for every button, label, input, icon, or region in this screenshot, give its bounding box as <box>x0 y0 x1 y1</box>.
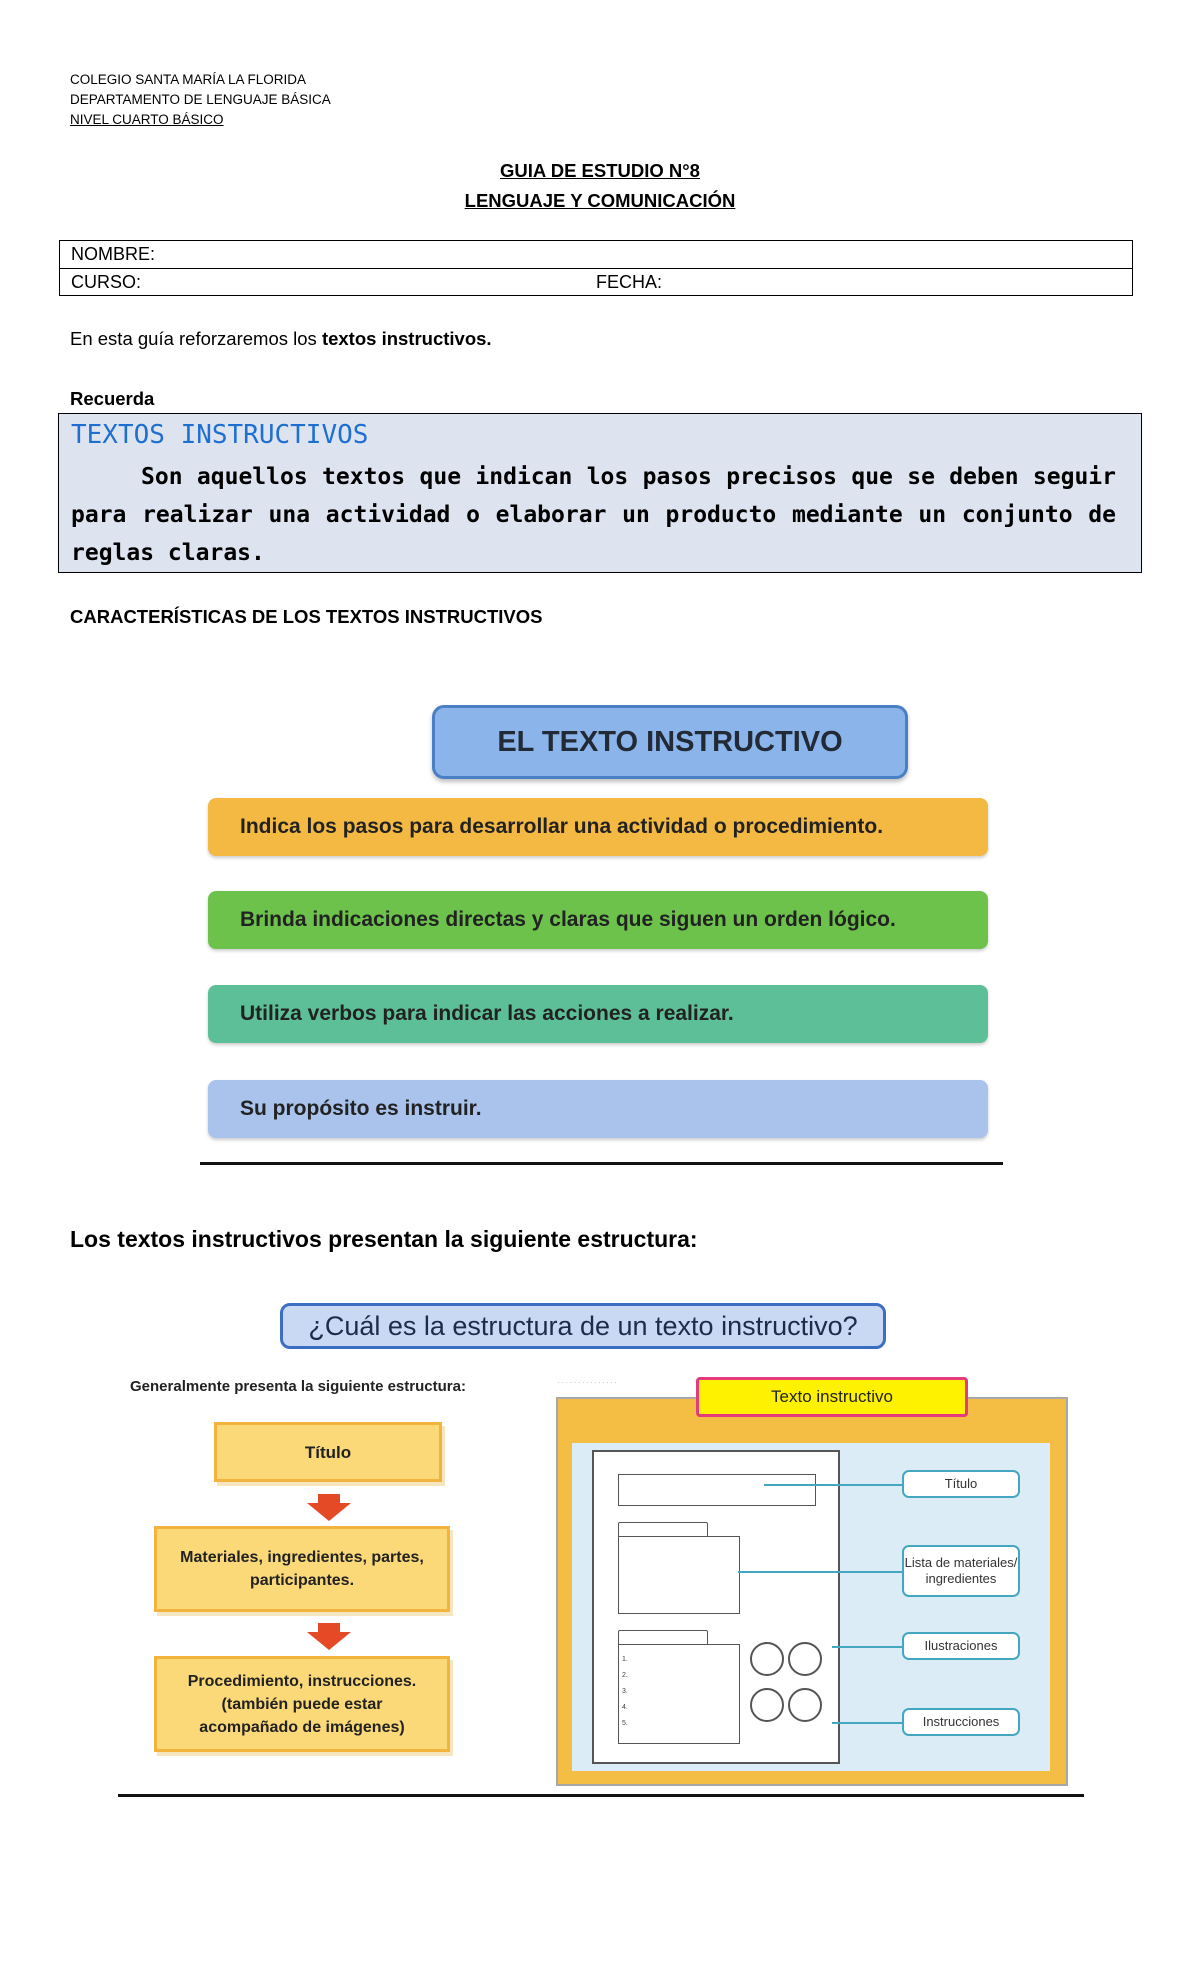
illustration-circle <box>750 1688 784 1722</box>
subject-title: LENGUAJE Y COMUNICACIÓN <box>464 190 736 211</box>
connector-line <box>832 1646 902 1648</box>
definition-title: TEXTOS INSTRUCTIVOS <box>71 420 369 450</box>
definition-text: Son aquellos textos que indican los pasos precisos que se deben seguir para realizar una actividad o elaborar un producto mediante un conjunto de reglas claras. <box>71 464 1116 566</box>
school-header <box>70 70 331 130</box>
list-number: 4. <box>622 1704 628 1711</box>
characteristics-heading: CARACTERÍSTICAS DE LOS TEXTOS INSTRUCTIVOS <box>70 606 543 627</box>
illustration-circle <box>750 1642 784 1676</box>
tag-materiales: Lista de materiales/ ingredientes <box>902 1545 1020 1597</box>
down-arrow-icon <box>307 1503 351 1521</box>
numbered-list <box>622 1652 628 1732</box>
figure2-divider <box>118 1794 1084 1797</box>
general-structure-label: Generalmente presenta la siguiente estructura: <box>130 1378 466 1395</box>
illustration-circle <box>788 1642 822 1676</box>
down-arrow-icon <box>307 1632 351 1650</box>
course-row <box>60 268 1132 296</box>
fecha-label: FECHA: <box>596 272 663 292</box>
department-name: DEPARTAMENTO DE LENGUAJE BÁSICA <box>70 92 331 107</box>
step-title-box: Título <box>214 1422 442 1482</box>
guide-title: GUIA DE ESTUDIO N°8 <box>500 160 700 181</box>
intro-bold: textos instructivos. <box>321 328 492 349</box>
characteristics-figure <box>200 698 1000 1168</box>
structure-figure <box>118 1298 1086 1800</box>
step-materials-box: Materiales, ingredientes, partes, participantes. <box>154 1526 450 1612</box>
figure1-divider <box>200 1162 1003 1165</box>
student-info-box <box>59 240 1133 296</box>
nombre-label: NOMBRE: <box>71 244 156 264</box>
illustration-circle <box>788 1688 822 1722</box>
list-number: 2. <box>622 1672 628 1679</box>
tag-instrucciones: Instrucciones <box>902 1708 1020 1736</box>
tiny-header-text: · · · · · · · · · · · · · · · <box>558 1380 617 1386</box>
title-placeholder <box>618 1474 816 1506</box>
figure1-title: EL TEXTO INSTRUCTIVO <box>432 705 908 779</box>
diagram-title: Texto instructivo <box>696 1377 968 1417</box>
characteristic-item: Brinda indicaciones directas y claras que siguen un orden lógico. <box>208 891 988 949</box>
tag-titulo: Título <box>902 1470 1020 1498</box>
structure-question: ¿Cuál es la estructura de un texto instructivo? <box>280 1303 886 1349</box>
level-name: NIVEL CUARTO BÁSICO <box>70 112 224 127</box>
intro-paragraph <box>70 328 492 350</box>
tag-ilustraciones: Ilustraciones <box>902 1632 1020 1660</box>
sample-document-icon <box>592 1450 840 1764</box>
page-title <box>0 156 1200 216</box>
connector-line <box>764 1484 902 1486</box>
connector-line <box>738 1571 902 1573</box>
structure-intro: Los textos instructivos presentan la siguiente estructura: <box>70 1226 698 1252</box>
school-name: COLEGIO SANTA MARÍA LA FLORIDA <box>70 72 307 87</box>
characteristic-item: Indica los pasos para desarrollar una actividad o procedimiento. <box>208 798 988 856</box>
characteristic-item: Su propósito es instruir. <box>208 1080 988 1138</box>
list-number: 1. <box>622 1656 628 1663</box>
definition-box <box>58 413 1142 573</box>
connector-line <box>832 1722 902 1724</box>
instructions-placeholder <box>618 1644 740 1744</box>
name-row <box>60 241 1132 268</box>
list-number: 5. <box>622 1720 628 1727</box>
characteristic-item: Utiliza verbos para indicar las acciones a realizar. <box>208 985 988 1043</box>
intro-text: En esta guía reforzaremos los <box>70 328 322 349</box>
curso-label: CURSO: <box>71 272 142 292</box>
list-number: 3. <box>622 1688 628 1695</box>
step-procedure-box: Procedimiento, instrucciones. (también puede estar acompañado de imágenes) <box>154 1656 450 1752</box>
recuerda-label: Recuerda <box>70 388 155 409</box>
materials-placeholder <box>618 1536 740 1614</box>
